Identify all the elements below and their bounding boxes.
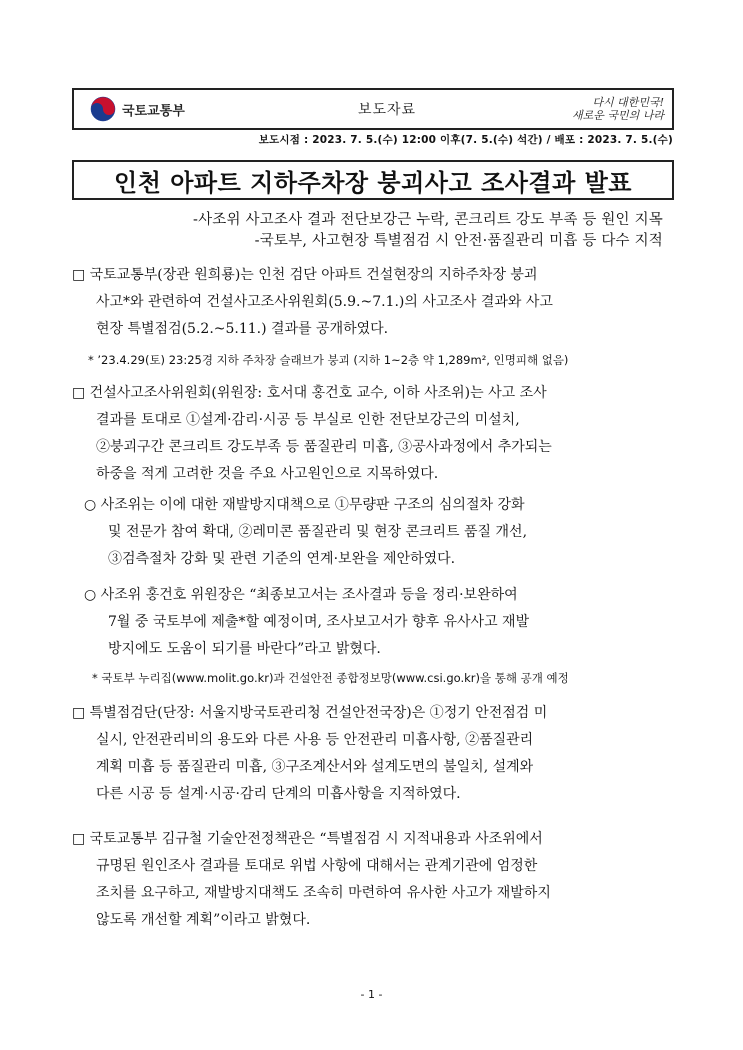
taegeuk-emblem-icon <box>90 96 116 122</box>
paragraph-2-line: 하중을 적게 고려한 것을 주요 사고원인으로 지목하였다. <box>96 466 439 482</box>
header-box <box>72 88 674 130</box>
paragraph-4-line: ○ 사조위 홍건호 위원장은 “최종보고서는 조사결과 등을 정리·보완하여 <box>84 587 518 603</box>
slogan-line-2: 새로운 국민의 나라 <box>571 109 664 122</box>
page-number: - 1 - <box>360 988 383 1001</box>
paragraph-2-line: □ 건설사고조사위원회(위원장: 호서대 홍건호 교수, 이하 사조위)는 사고 조사 <box>72 385 547 401</box>
paragraph-3-line: 및 전문가 참여 확대, ②레미콘 품질관리 및 현장 콘크리트 품질 개선, <box>108 524 528 540</box>
paragraph-6-line: 규명된 원인조사 결과를 토대로 위법 사항에 대해서는 관계기관에 엄정한 <box>96 858 538 874</box>
footnote-2: * 국토부 누리집(www.molit.go.kr)과 건설안전 종합정보망(www.csi.go.kr)을 통해 공개 예정 <box>92 671 569 685</box>
paragraph-3-line: ○ 사조위는 이에 대한 재발방지대책으로 ①무량판 구조의 심의절차 강화 <box>84 497 525 513</box>
paragraph-6-line: □ 국토교통부 김규철 기술안전정책관은 “특별점검 시 지적내용과 사조위에서 <box>72 831 543 847</box>
paragraph-4-line: 방지에도 도움이 되기를 바란다”라고 밝혔다. <box>108 641 381 657</box>
paragraph-1-line: □ 국토교통부(장관 원희룡)는 인천 검단 아파트 건설현장의 지하주차장 붕괴 <box>72 267 538 283</box>
paragraph-6 <box>72 826 682 934</box>
paragraph-1 <box>72 262 682 343</box>
paragraph-1-line: 사고*와 관련하여 건설사고조사위원회(5.9.~7.1.)의 사고조사 결과와 사고 <box>96 294 553 310</box>
release-info: 보도시점 : 2023. 7. 5.(수) 12:00 이후(7. 5.(수) 석간) / 배포 : 2023. 7. 5.(수) <box>258 134 673 146</box>
slogan <box>524 96 664 122</box>
doc-type-label: 보도자료 <box>357 102 417 118</box>
paragraph-2-line: 결과를 토대로 ①설계·감리·시공 등 부실로 인한 전단보강근의 미설치, <box>96 412 520 428</box>
paragraph-4-line: 7월 중 국토부에 제출*할 예정이며, 조사보고서가 향후 유사사고 재발 <box>108 614 530 630</box>
ministry-name: 국토교통부 <box>122 103 185 119</box>
paragraph-5-line: 다른 시공 등 설계·시공·감리 단계의 미흡사항을 지적하였다. <box>96 786 461 802</box>
paragraph-5 <box>72 700 682 808</box>
paragraph-2-line: ②붕괴구간 콘크리트 강도부족 등 품질관리 미흡, ③공사과정에서 추가되는 <box>96 439 552 455</box>
paragraph-6-line: 않도록 개선할 계획”이라고 밝혔다. <box>96 912 311 928</box>
paragraph-6-line: 조치를 요구하고, 재발방지대책도 조속히 마련하여 유사한 사고가 재발하지 <box>96 885 551 901</box>
footnote-1: * ’23.4.29(토) 23:25경 지하 주차장 슬래브가 붕괴 (지하 1~2층 약 1,289m², 인명피해 없음) <box>88 353 569 367</box>
subtitle-2: -국토부, 사고현장 특별점검 시 안전·품질관리 미흡 등 다수 지적 <box>254 233 663 249</box>
paragraph-5-line: 실시, 안전관리비의 용도와 다른 사용 등 안전관리 미흡사항, ②품질관리 <box>96 732 534 748</box>
paragraph-5-line: 계획 미흡 등 품질관리 미흡, ③구조계산서와 설계도면의 불일치, 설계와 <box>96 759 534 775</box>
paragraph-2 <box>72 380 682 488</box>
paragraph-4 <box>84 582 694 663</box>
paragraph-1-line: 현장 특별점검(5.2.~5.11.) 결과를 공개하였다. <box>96 321 389 337</box>
page-title: 인천 아파트 지하주차장 붕괴사고 조사결과 발표 <box>72 160 674 200</box>
slogan-line-1: 다시 대한민국! <box>592 96 664 109</box>
paragraph-3-line: ③검측절차 강화 및 관련 기준의 연계·보완을 제안하였다. <box>108 551 456 567</box>
subtitle-1: -사조위 사고조사 결과 전단보강근 누락, 콘크리트 강도 부족 등 원인 지목 <box>192 212 663 228</box>
paragraph-3 <box>84 492 694 573</box>
paragraph-5-line: □ 특별점검단(단장: 서울지방국토관리청 건설안전국장)은 ①정기 안전점검 미 <box>72 705 548 721</box>
